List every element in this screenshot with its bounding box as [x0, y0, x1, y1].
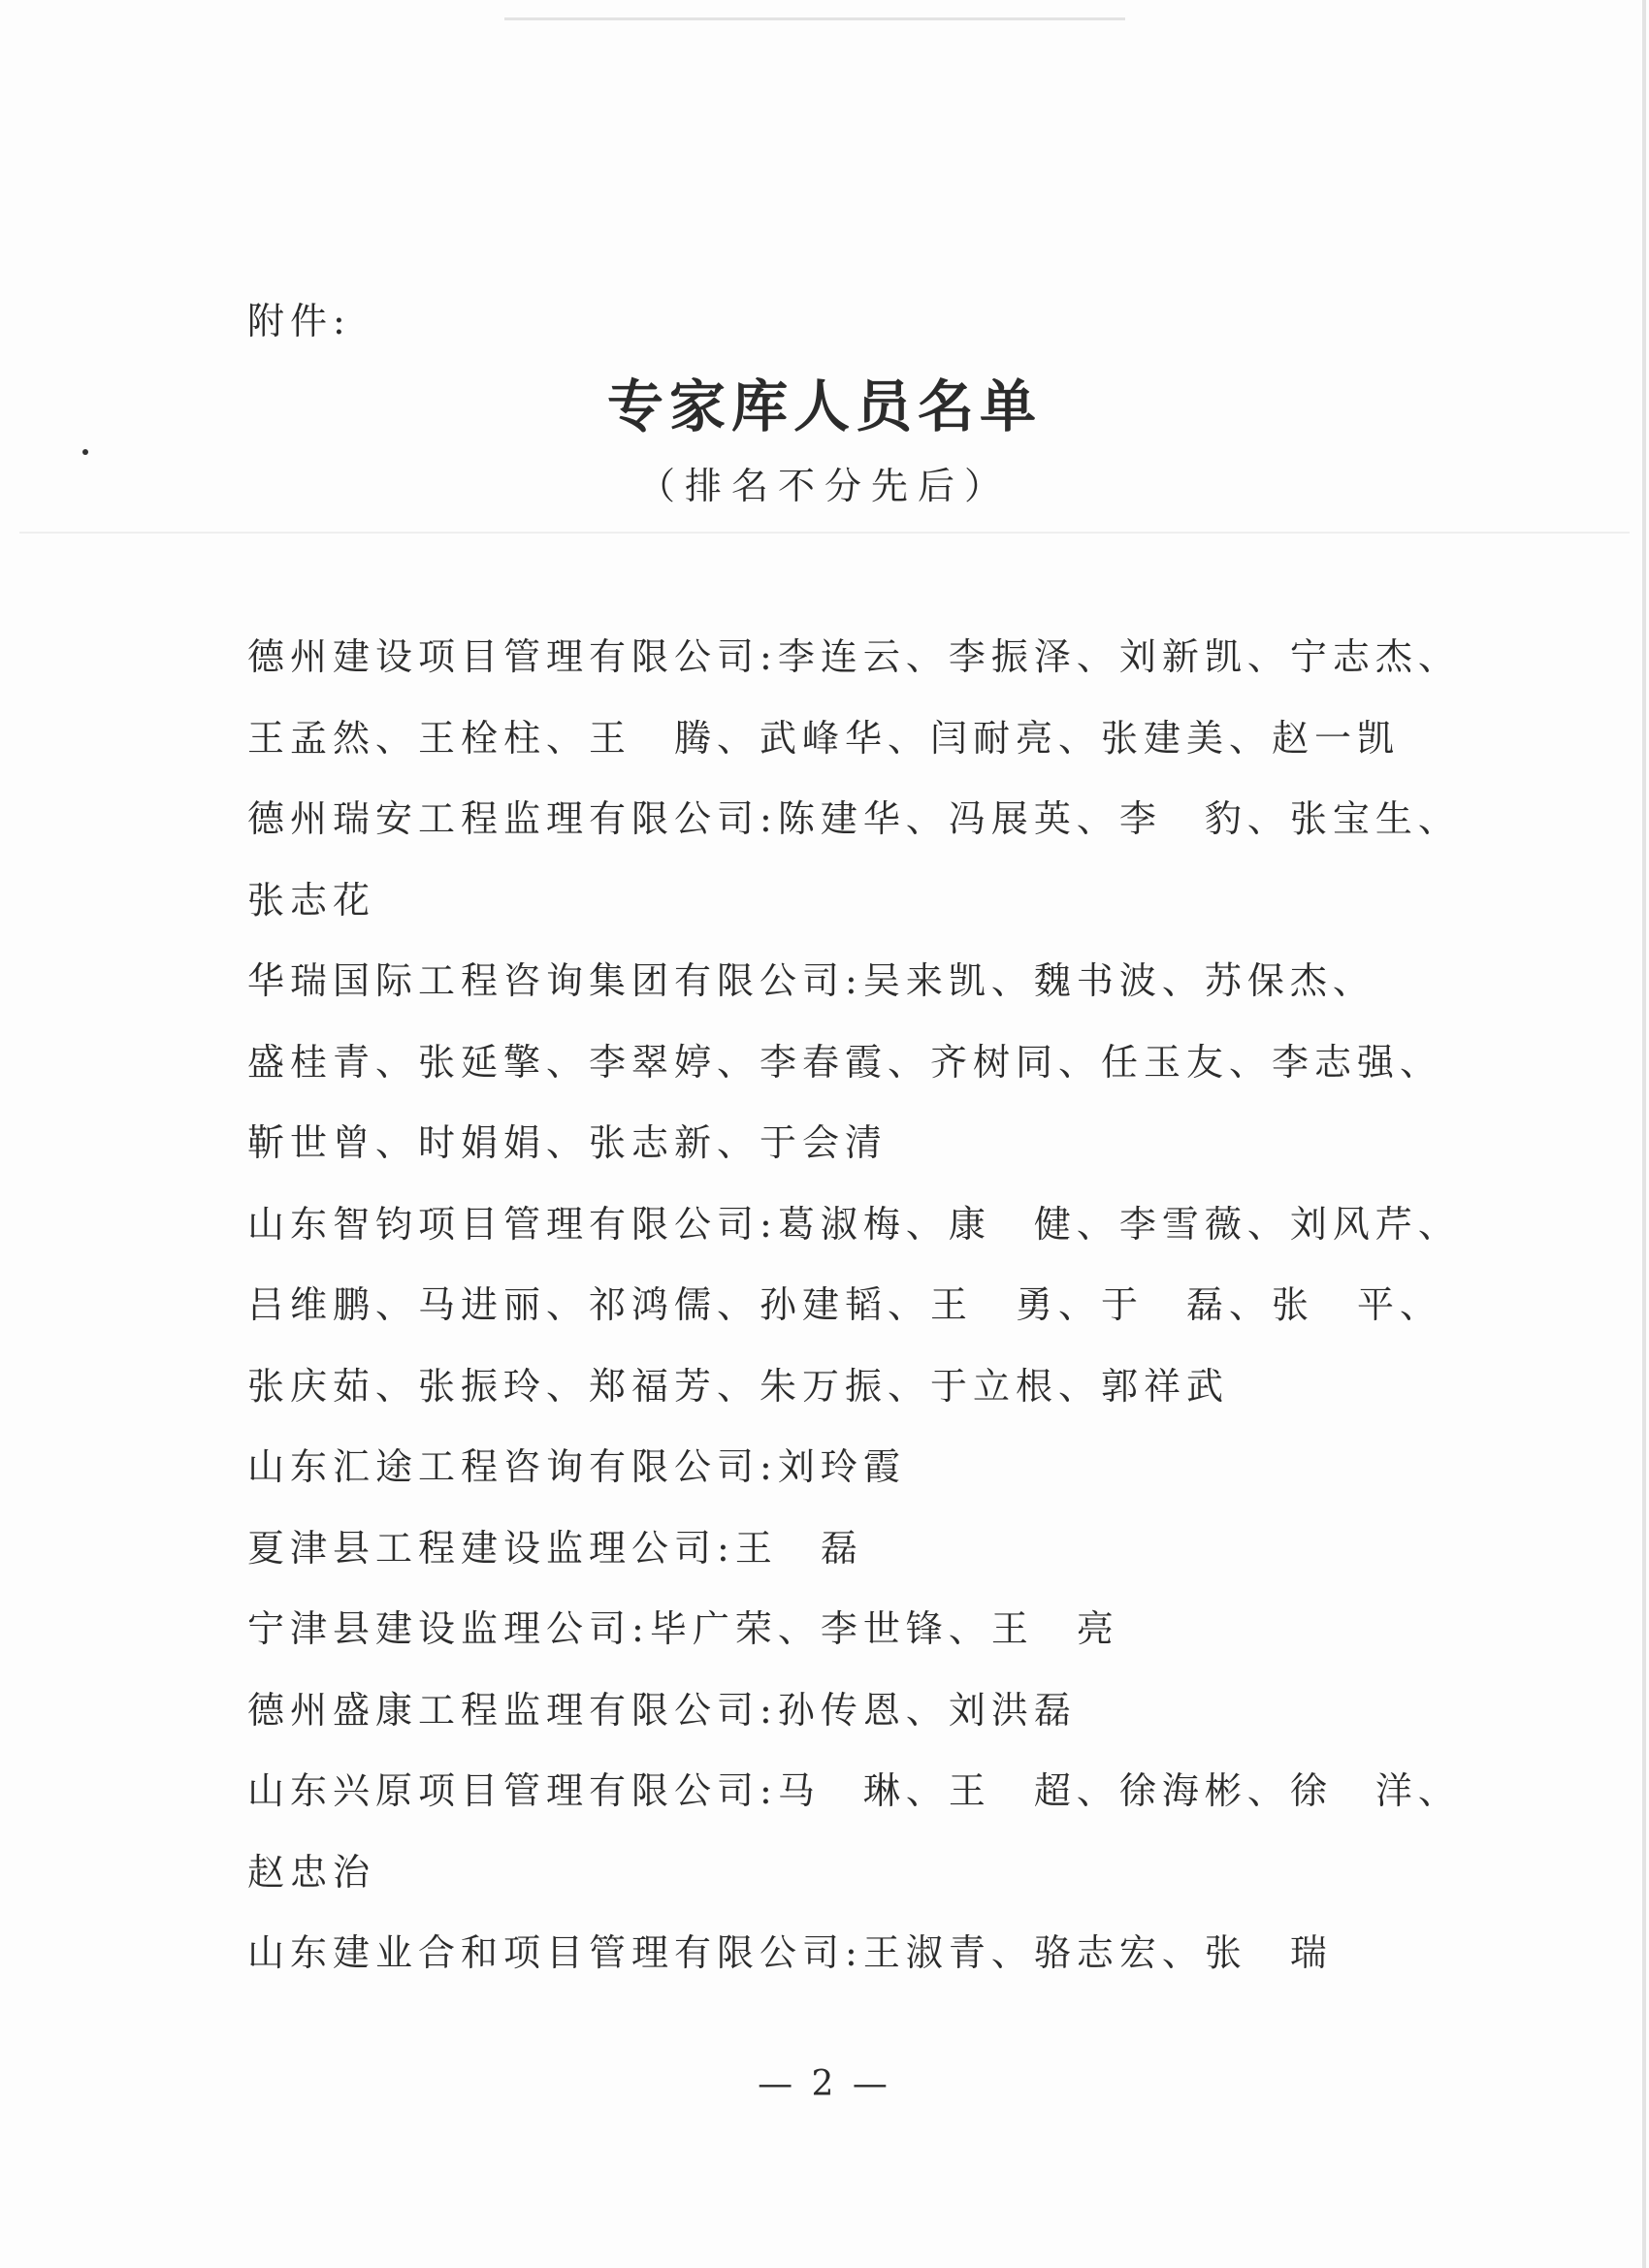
document-title: 专家库人员名单 [606, 373, 1042, 439]
company-name: 夏津县工程建设监理公司: [247, 1526, 735, 1570]
attachment-label: 附件: [247, 300, 351, 342]
roster-line [247, 1670, 1479, 1752]
document-subtitle: （排名不分先后） [637, 465, 1011, 507]
roster-line [247, 1832, 1479, 1914]
expert-names: 吴来凯、魏书波、苏保杰、 [862, 959, 1375, 1002]
roster-line [247, 1265, 1479, 1346]
roster-line [247, 1913, 1479, 1994]
scan-dot [82, 449, 88, 455]
roster-line [247, 1184, 1479, 1266]
expert-names: 毕广荣、李世锋、王 亮 [649, 1607, 1119, 1650]
expert-names: 刘玲霞 [777, 1445, 906, 1488]
expert-names: 靳世曾、时娟娟、张志新、于会清 [247, 1121, 889, 1164]
roster-line [247, 617, 1479, 698]
scan-artifact-right-edge [1642, 0, 1646, 2268]
expert-names: 葛淑梅、康 健、李雪薇、刘风芹、 [777, 1202, 1461, 1246]
company-name: 山东智钧项目管理有限公司: [247, 1202, 778, 1246]
company-name: 山东兴原项目管理有限公司: [247, 1769, 778, 1812]
roster-line [247, 1103, 1479, 1184]
roster-line [247, 1508, 1479, 1590]
company-name: 宁津县建设监理公司: [247, 1607, 650, 1650]
roster-line [247, 941, 1479, 1022]
expert-names: 李连云、李振泽、刘新凯、宁志杰、 [777, 635, 1461, 678]
roster-line [247, 1751, 1479, 1832]
company-name: 山东建业合和项目管理有限公司: [247, 1931, 863, 1974]
expert-roster [247, 617, 1479, 1994]
scan-artifact-streak [19, 532, 1630, 534]
company-name: 德州建设项目管理有限公司: [247, 635, 778, 678]
expert-names: 张志花 [247, 878, 376, 922]
company-name: 德州盛康工程监理有限公司: [247, 1688, 778, 1732]
expert-names: 陈建华、冯展英、李 豹、张宝生、 [777, 797, 1461, 840]
roster-line [247, 1346, 1479, 1428]
expert-names: 王 磊 [734, 1526, 863, 1570]
expert-names: 盛桂青、张延擎、李翠婷、李春霞、齐树同、任玉友、李志强、 [247, 1040, 1443, 1084]
expert-names: 赵忠治 [247, 1850, 376, 1894]
company-name: 山东汇途工程咨询有限公司: [247, 1445, 778, 1488]
page-number: — 2 — [758, 2064, 891, 2104]
roster-line [247, 860, 1479, 942]
roster-line [247, 779, 1479, 860]
scan-artifact-top [504, 17, 1125, 20]
roster-line [247, 1022, 1479, 1104]
company-name: 华瑞国际工程咨询集团有限公司: [247, 959, 863, 1002]
expert-names: 张庆茹、张振玲、郑福芳、朱万振、于立根、郭祥武 [247, 1364, 1230, 1408]
expert-names: 王孟然、王栓柱、王 腾、武峰华、闫耐亮、张建美、赵一凯 [247, 716, 1401, 760]
company-name: 德州瑞安工程监理有限公司: [247, 797, 778, 840]
roster-line [247, 1589, 1479, 1670]
expert-names: 吕维鹏、马进丽、祁鸿儒、孙建韬、王 勇、于 磊、张 平、 [247, 1283, 1443, 1326]
roster-line [247, 698, 1479, 780]
roster-line [247, 1427, 1479, 1508]
expert-names: 王淑青、骆志宏、张 瑞 [862, 1931, 1333, 1974]
expert-names: 孙传恩、刘洪磊 [777, 1688, 1077, 1732]
expert-names: 马 琳、王 超、徐海彬、徐 洋、 [777, 1769, 1461, 1812]
